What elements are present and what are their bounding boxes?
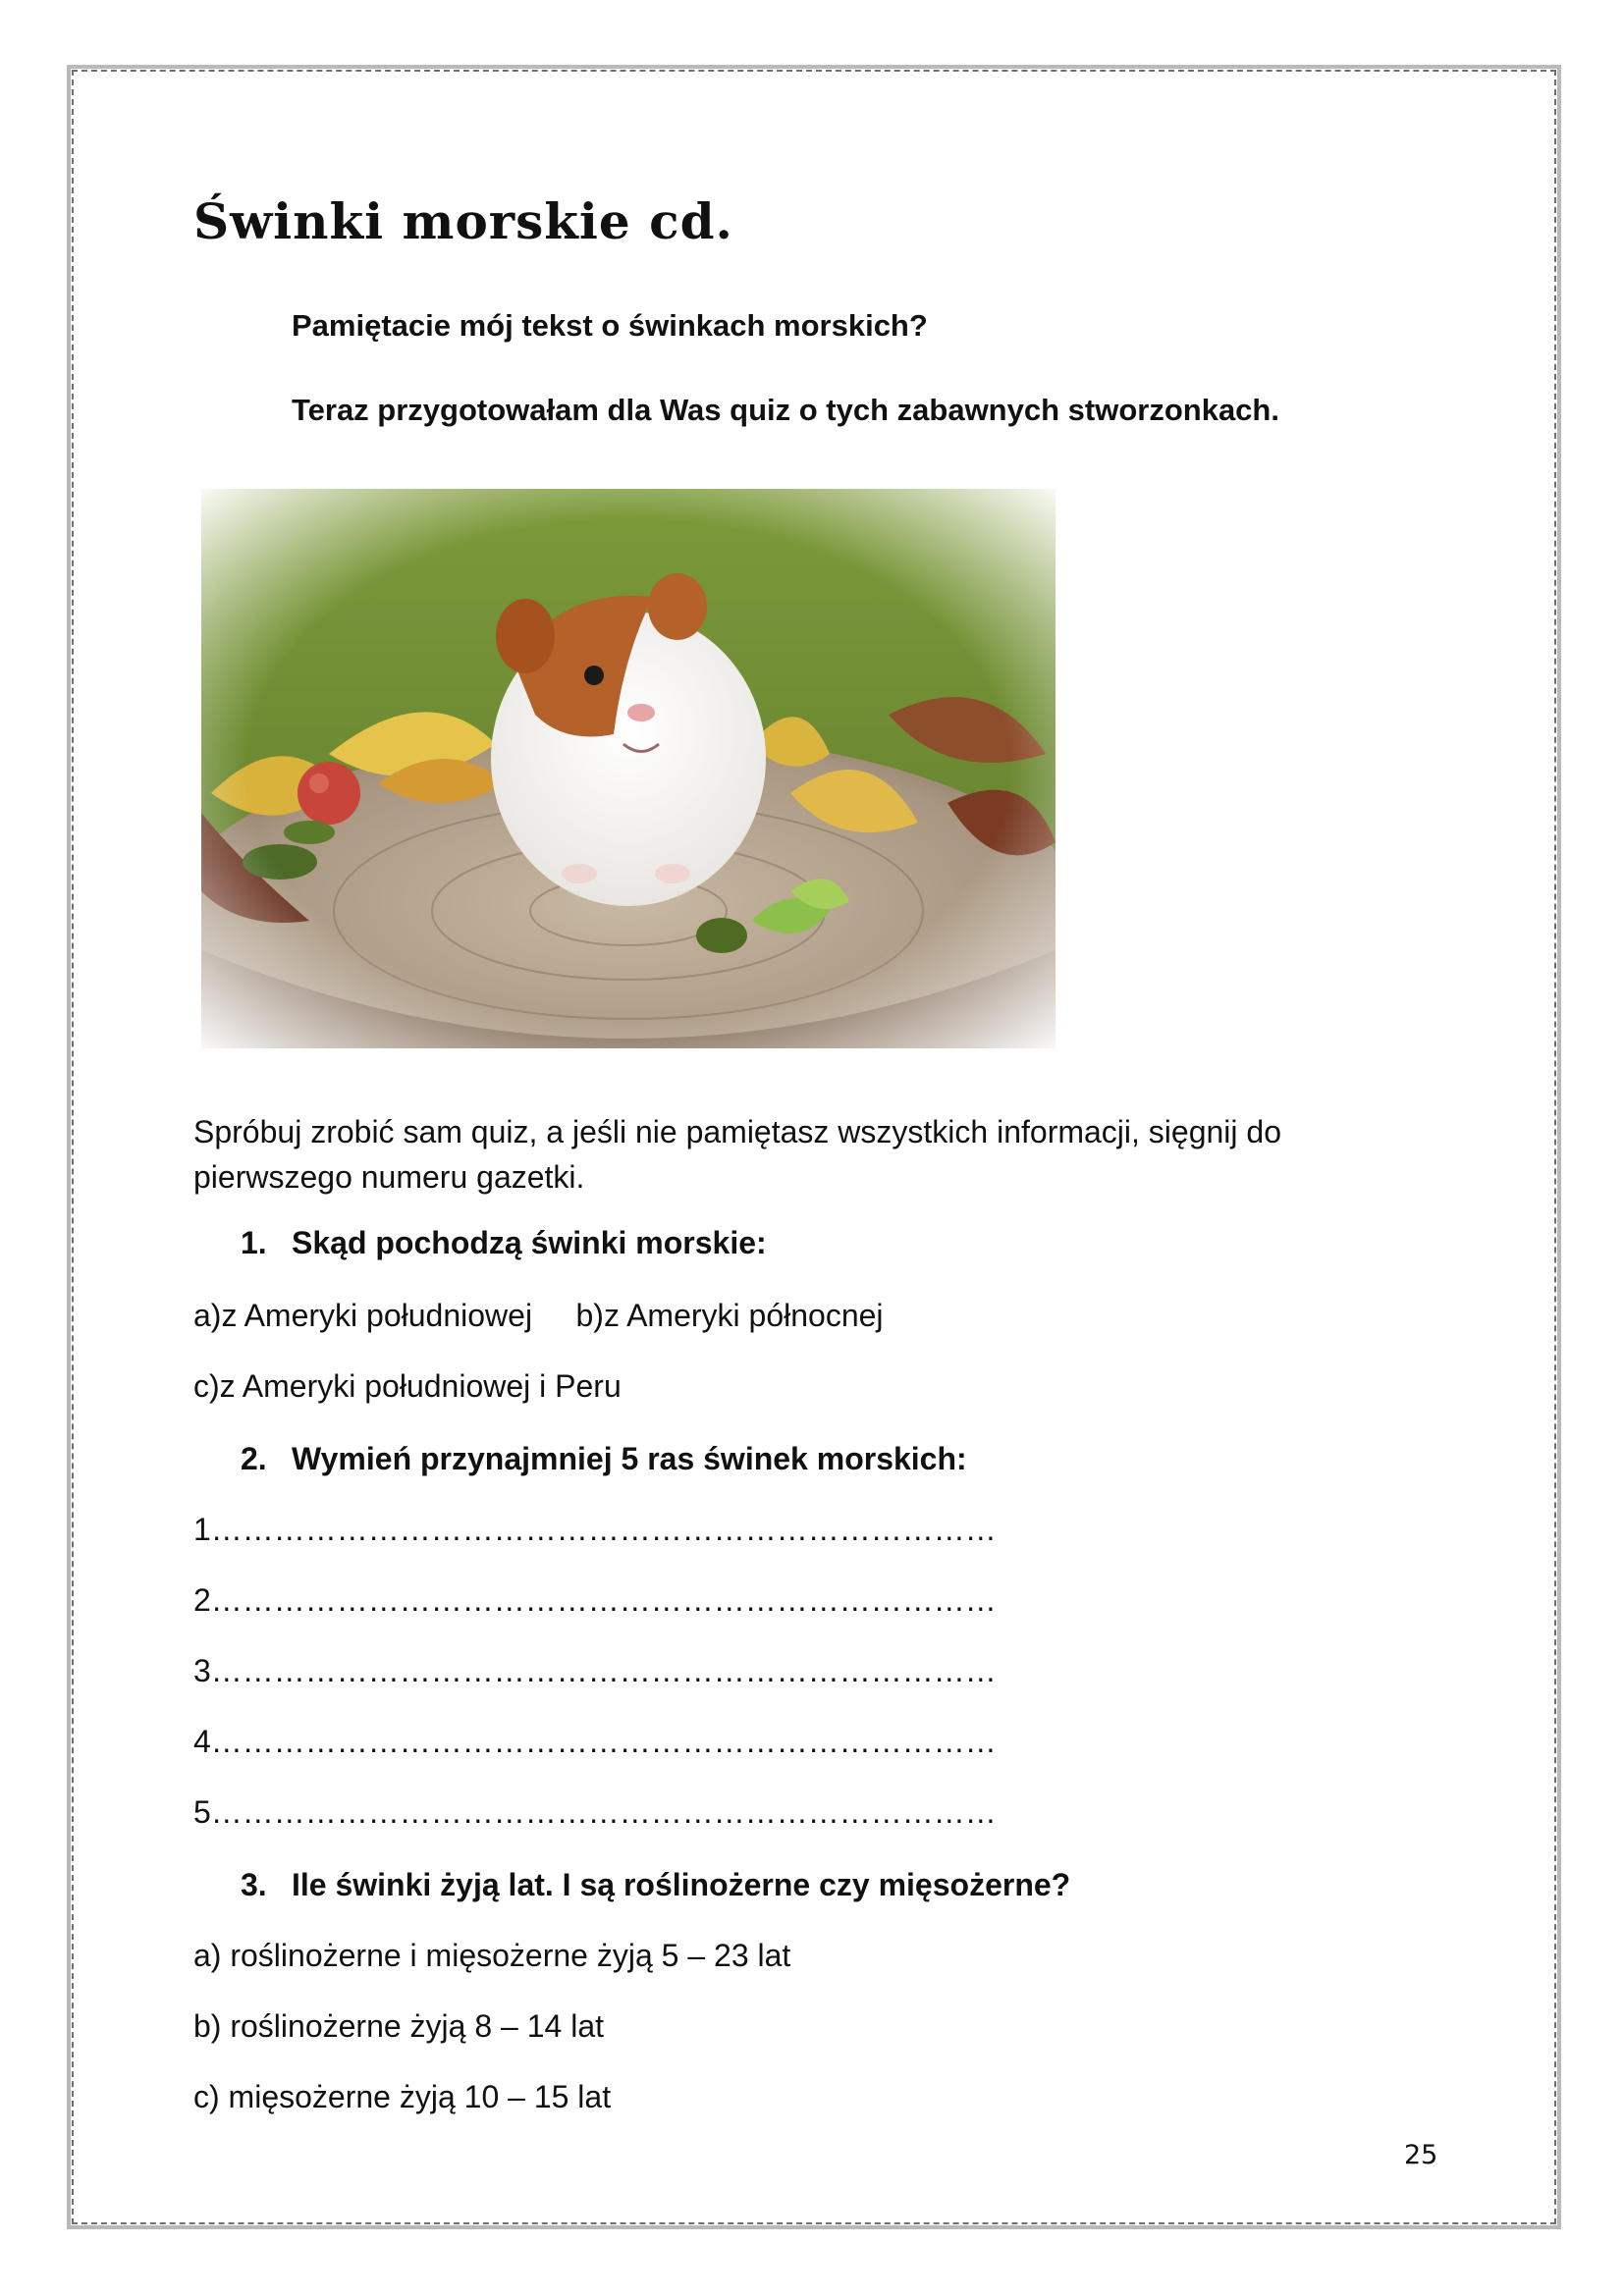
page-number: 25 [1404,2140,1438,2170]
question-1-option-c: c)z Ameryki południowej i Peru [193,1368,622,1404]
question-2 [241,1441,967,1477]
question-1-options-ab: a)z Ameryki południowej b)z Ameryki północnej [193,1298,884,1333]
answer-line-1[interactable]: 1………………………………………………………………… [193,1512,997,1547]
answer-line-5[interactable]: 5………………………………………………………………… [193,1794,997,1830]
question-1 [241,1225,767,1261]
question-3-option-c: c) mięsożerne żyją 10 – 15 lat [193,2079,612,2114]
intro-line-1: Pamiętacie mój tekst o świnkach morskich? [292,308,928,343]
question-text: Wymień przynajmniej 5 ras świnek morskich: [292,1441,967,1476]
guinea-pig-photo [201,489,1056,1048]
answer-line-3[interactable]: 3………………………………………………………………… [193,1653,997,1688]
question-number: 3. [241,1867,267,1902]
intro-line-2: Teraz przygotowałam dla Was quiz o tych zabawnych stworzonkach. [292,393,1279,427]
question-3-option-b: b) roślinożerne żyją 8 – 14 lat [193,2008,604,2044]
page-title: Świnki morskie cd. [193,192,733,250]
question-3 [241,1867,1070,1903]
answer-line-4[interactable]: 4………………………………………………………………… [193,1724,997,1759]
question-text: Skąd pochodzą świnki morskie: [292,1225,767,1260]
question-3-option-a: a) roślinożerne i mięsożerne żyją 5 – 23 lat [193,1938,791,1973]
answer-line-2[interactable]: 2………………………………………………………………… [193,1582,997,1618]
question-text: Ile świnki żyją lat. I są roślinożerne czy mięsożerne? [292,1867,1071,1902]
question-number: 1. [241,1225,267,1260]
instruction-paragraph: Spróbuj zrobić sam quiz, a jeśli nie pamiętasz wszystkich informacji, sięgnij do pierwszego numeru gazetki. [193,1114,1281,1195]
question-number: 2. [241,1441,267,1476]
